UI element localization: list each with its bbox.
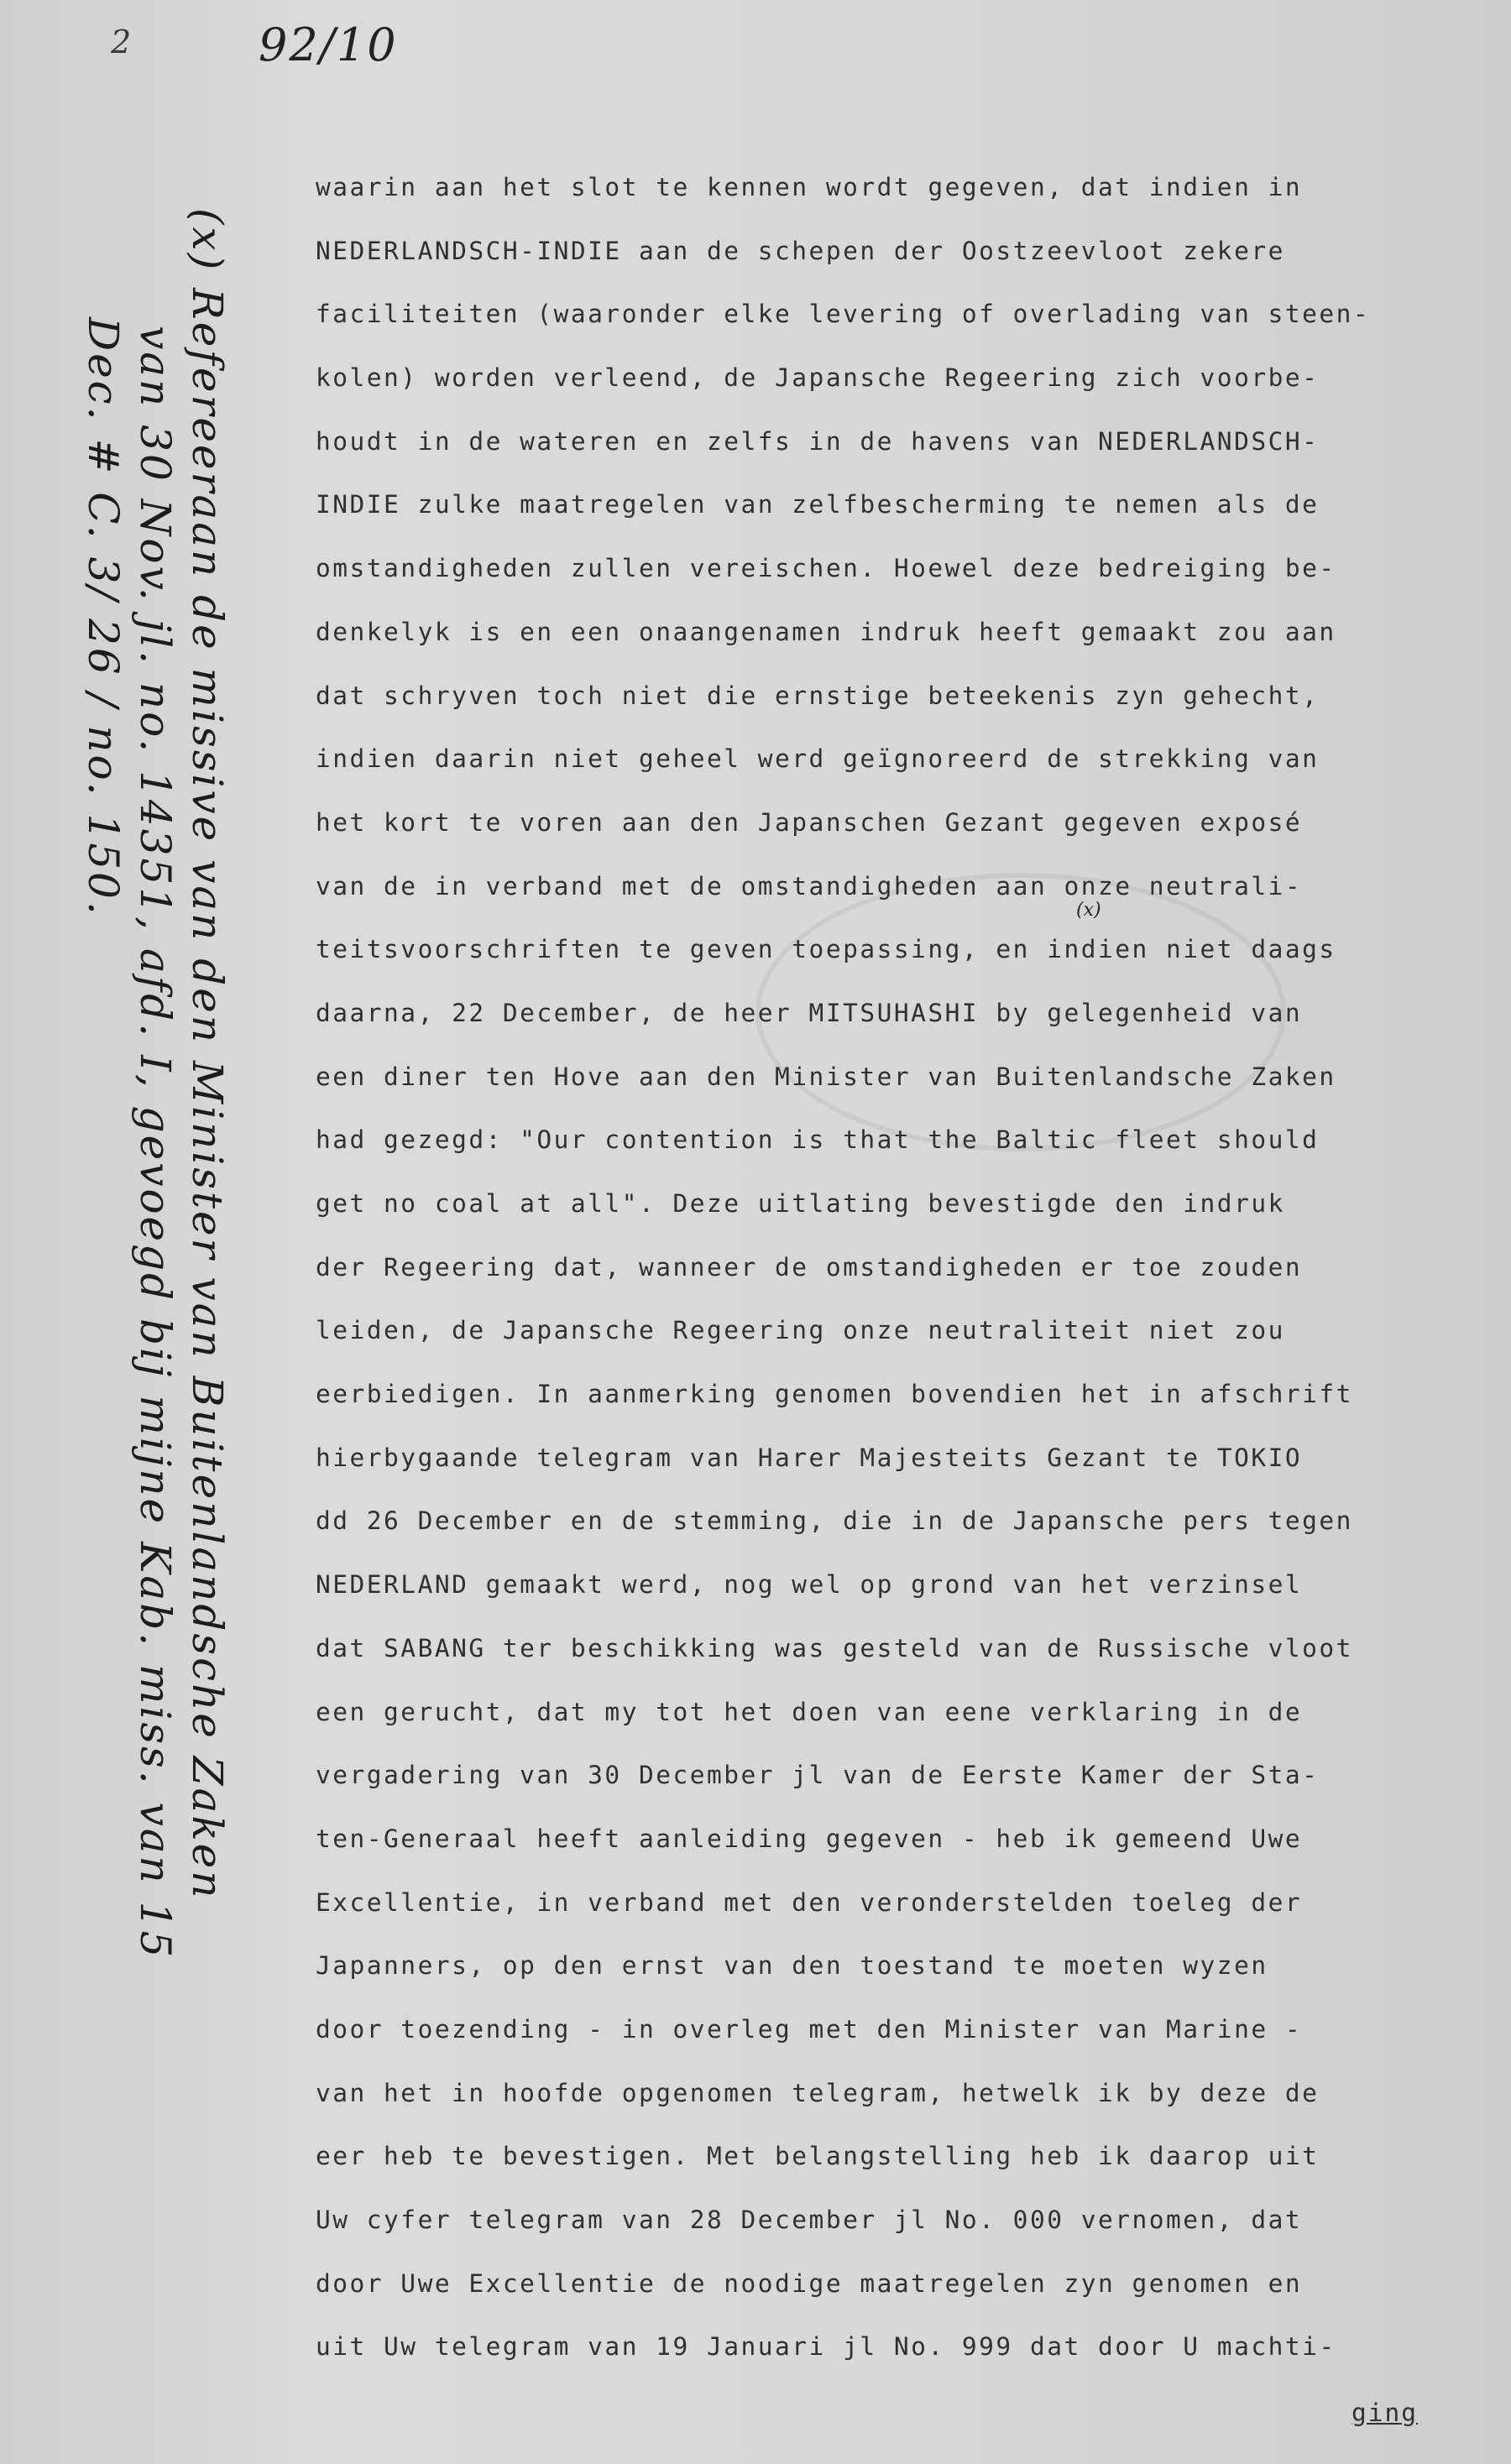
body-line: waarin aan het slot te kennen wordt gegeven, dat indien in [316,173,1303,201]
catchword: ging [1352,2399,1419,2427]
body-line: door Uwe Excellentie de noodige maatregelen zyn genomen en [316,2268,1303,2298]
body-line: dat SABANG ter beschikking was gesteld van de Russische vloot [316,1633,1353,1663]
insert-mark: (x) [1076,900,1101,921]
body-line: faciliteiten (waaronder elke levering of overlading van steen- [316,300,1371,329]
body-line: der Regeering dat, wanneer de omstandigheden er toe zouden [316,1252,1303,1282]
margin-note-line: Dec. # C. 3/ 26 / no. 150. [79,317,128,917]
body-line: het kort te voren aan den Japanschen Gezant gegeven exposé [316,807,1303,837]
body-line: kolen) worden verleend, de Japansche Regeering zich voorbe- [316,363,1320,393]
margin-note-line: (x) Refereeraan de missive van den Minister van Buitenlandsche Zaken [183,208,232,1901]
body-line: INDIE zulke maatregelen van zelfbescherming te nemen als de [316,490,1320,519]
body-line: door toezending - in overleg met den Minister van Marine - [316,2014,1303,2044]
body-line: eer heb te bevestigen. Met belangstelling heb ik daarop uit [316,2142,1320,2171]
body-line: eerbiedigen. In aanmerking genomen bovendien het in afschrift [316,1380,1353,1409]
handwritten-margin-note [77,208,232,2340]
body-line: een diner ten Hove aan den Minister van Buitenlandsche Zaken [316,1062,1336,1091]
body-line: omstandigheden zullen vereischen. Hoewel deze bedreiging be- [316,554,1336,583]
page-number: 2 [111,23,132,60]
body-line: teitsvoorschriften te geven toepassing, en indien niet daags [316,935,1336,964]
body-line: hierbygaande telegram van Harer Majesteits Gezant te TOKIO [316,1443,1303,1472]
body-line: Excellentie, in verband met den veronderstelden toeleg der [316,1887,1303,1917]
body-line: daarna, 22 December, de heer MITSUHASHI by gelegenheid van [316,998,1303,1027]
body-line: houdt in de wateren en zelfs in de havens van NEDERLANDSCH- [316,426,1320,456]
body-line: leiden, de Japansche Regeering onze neutraliteit niet zou [316,1316,1285,1345]
body-line: uit Uw telegram van 19 Januari jl No. 999 dat door U machti- [316,2332,1336,2362]
body-line: dat schryven toch niet die ernstige beteekenis zyn gehecht, [316,681,1320,710]
body-line: get no coal at all". Deze uitlating bevestigde den indruk [316,1189,1285,1218]
body-line: dd 26 December en de stemming, die in de Japansche pers tegen [316,1506,1353,1536]
body-line: Japanners, op den ernst van den toestand te moeten wyzen [316,1951,1268,1981]
body-line: vergadering van 30 December jl van de Eerste Kamer der Sta- [316,1761,1320,1790]
body-line: van het in hoofde opgenomen telegram, hetwelk ik by deze de [316,2078,1320,2107]
body-line: ten-Generaal heeft aanleiding gegeven - heb ik gemeend Uwe [316,1824,1303,1853]
body-line: NEDERLAND gemaakt werd, nog wel op grond van het verzinsel [316,1570,1303,1600]
margin-note-line: van 30 Nov. jl. no. 14351, afd. I, gevoegd bij mijne Kab. miss. van 15 [131,326,180,1960]
body-line: denkelyk is en een onaangenamen indruk heeft gemaakt zou aan [316,617,1336,646]
body-line: Uw cyfer telegram van 28 December jl No. 000 vernomen, dat [316,2206,1303,2234]
body-line: een gerucht, dat my tot het doen van eene verklaring in de [316,1697,1303,1726]
body-line: van de in verband met de omstandigheden aan onze neutrali- [316,871,1303,901]
folio-number: 92/10 [259,18,398,71]
body-line: NEDERLANDSCH-INDIE aan de schepen der Oostzeevloot zekere [316,236,1285,265]
body-line: indien daarin niet geheel werd geïgnoreerd de strekking van [316,744,1320,774]
typewritten-body [316,156,1508,2379]
body-line: had gezegd: "Our contention is that the Baltic fleet should [316,1125,1320,1155]
